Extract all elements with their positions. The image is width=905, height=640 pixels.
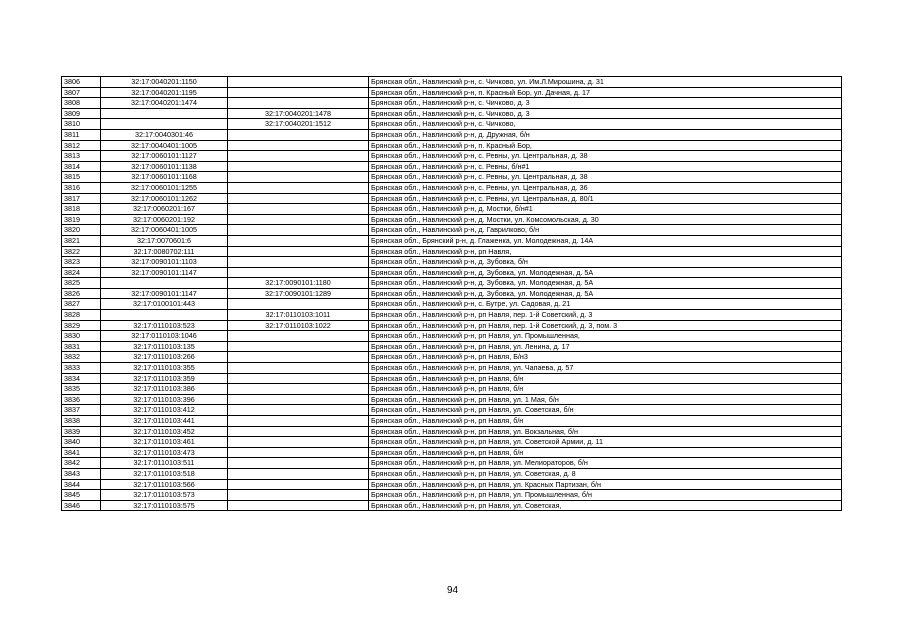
address-cell: Брянская обл., Навлинский р-н, рп Навля, б/н xyxy=(369,384,842,395)
cadastral-number-cell: 32:17:0040201:1474 xyxy=(101,98,228,109)
address-cell: Брянская обл., Навлинский р-н, рп Навля, б/н xyxy=(369,373,842,384)
row-number-cell: 3818 xyxy=(62,204,101,215)
table-row xyxy=(62,151,842,162)
row-number-cell: 3842 xyxy=(62,458,101,469)
row-number-cell: 3838 xyxy=(62,416,101,427)
address-cell: Брянская обл., Навлинский р-н, с. Ревны, ул. Центральная, д. 38 xyxy=(369,151,842,162)
cadastral-number-cell: 32:17:0060101:1127 xyxy=(101,151,228,162)
row-number-cell: 3827 xyxy=(62,299,101,310)
address-cell: Брянская обл., Навлинский р-н, д. Зубовка, б/н xyxy=(369,257,842,268)
address-cell: Брянская обл., Навлинский р-н, рп Навля, xyxy=(369,246,842,257)
table-row xyxy=(62,394,842,405)
table-row xyxy=(62,363,842,374)
address-cell: Брянская обл., Навлинский р-н, рп Навля, ул. Мелиораторов, б/н xyxy=(369,458,842,469)
related-cadastral-number-cell xyxy=(228,235,369,246)
related-cadastral-number-cell xyxy=(228,87,369,98)
address-cell: Брянская обл., Навлинский р-н, п. Красный Бор, ул. Дачная, д. 17 xyxy=(369,87,842,98)
related-cadastral-number-cell xyxy=(228,500,369,511)
address-cell: Брянская обл., Навлинский р-н, рп Навля, ул. Промышленная, б/н xyxy=(369,490,842,501)
cadastral-number-cell: 32:17:0090101:1103 xyxy=(101,257,228,268)
address-cell: Брянская обл., Навлинский р-н, с. Бутре, ул. Садовая, д. 21 xyxy=(369,299,842,310)
table-row xyxy=(62,77,842,88)
related-cadastral-number-cell xyxy=(228,468,369,479)
related-cadastral-number-cell xyxy=(228,490,369,501)
related-cadastral-number-cell xyxy=(228,426,369,437)
table-row xyxy=(62,490,842,501)
address-cell: Брянская обл., Навлинский р-н, с. Чичково, xyxy=(369,119,842,130)
row-number-cell: 3834 xyxy=(62,373,101,384)
address-cell: Брянская обл., Навлинский р-н, рп Навля, ул. Красных Партизан, б/н xyxy=(369,479,842,490)
table-row xyxy=(62,257,842,268)
table-row xyxy=(62,468,842,479)
cadastral-number-cell: 32:17:0040301:46 xyxy=(101,129,228,140)
related-cadastral-number-cell xyxy=(228,98,369,109)
address-cell: Брянская обл., Навлинский р-н, д. Зубовка, ул. Молодежная, д. 5А xyxy=(369,267,842,278)
table-row xyxy=(62,384,842,395)
row-number-cell: 3824 xyxy=(62,267,101,278)
row-number-cell: 3836 xyxy=(62,394,101,405)
address-cell: Брянская обл., Навлинский р-н, рп Навля, ул. Вокзальная, б/н xyxy=(369,426,842,437)
address-cell: Брянская обл., Навлинский р-н, рп Навля, б/н xyxy=(369,447,842,458)
table-row xyxy=(62,426,842,437)
table-row xyxy=(62,119,842,130)
cadastral-number-cell: 32:17:0110103:135 xyxy=(101,341,228,352)
table-row xyxy=(62,320,842,331)
table-row xyxy=(62,140,842,151)
row-number-cell: 3837 xyxy=(62,405,101,416)
address-cell: Брянская обл., Навлинский р-н, д. Дружная, б/н xyxy=(369,129,842,140)
table-row xyxy=(62,98,842,109)
cadastral-number-cell xyxy=(101,119,228,130)
cadastral-number-cell: 32:17:0060201:192 xyxy=(101,214,228,225)
row-number-cell: 3809 xyxy=(62,108,101,119)
cadastral-number-cell: 32:17:0060101:1138 xyxy=(101,161,228,172)
row-number-cell: 3813 xyxy=(62,151,101,162)
address-cell: Брянская обл., Навлинский р-н, д. Зубовка, ул. Молодежная, д. 5А xyxy=(369,288,842,299)
row-number-cell: 3825 xyxy=(62,278,101,289)
address-cell: Брянская обл., Навлинский р-н, с. Ревны, б/н#1 xyxy=(369,161,842,172)
related-cadastral-number-cell xyxy=(228,363,369,374)
table-row xyxy=(62,235,842,246)
related-cadastral-number-cell xyxy=(228,172,369,183)
address-cell: Брянская обл., Навлинский р-н, рп Навля, ул. 1 Мая, б/н xyxy=(369,394,842,405)
related-cadastral-number-cell xyxy=(228,437,369,448)
address-cell: Брянская обл., Навлинский р-н, рп Навля, пер. 1-й Советский, д. 3 xyxy=(369,310,842,321)
related-cadastral-number-cell: 32:17:0110103:1022 xyxy=(228,320,369,331)
row-number-cell: 3826 xyxy=(62,288,101,299)
table-row xyxy=(62,161,842,172)
address-cell: Брянская обл., Навлинский р-н, рп Навля, Б/н3 xyxy=(369,352,842,363)
cadastral-number-cell: 32:17:0110103:1046 xyxy=(101,331,228,342)
row-number-cell: 3823 xyxy=(62,257,101,268)
table-row xyxy=(62,193,842,204)
table-row xyxy=(62,172,842,183)
related-cadastral-number-cell xyxy=(228,257,369,268)
row-number-cell: 3828 xyxy=(62,310,101,321)
address-cell: Брянская обл., Навлинский р-н, рп Навля, ул. Советской Армии, д. 11 xyxy=(369,437,842,448)
row-number-cell: 3806 xyxy=(62,77,101,88)
cadastral-number-cell: 32:17:0110103:452 xyxy=(101,426,228,437)
row-number-cell: 3839 xyxy=(62,426,101,437)
related-cadastral-number-cell xyxy=(228,479,369,490)
cadastral-number-cell: 32:17:0110103:412 xyxy=(101,405,228,416)
row-number-cell: 3817 xyxy=(62,193,101,204)
address-cell: Брянская обл., Навлинский р-н, рп Навля, ул. Ленина, д. 17 xyxy=(369,341,842,352)
table-body xyxy=(62,77,842,511)
related-cadastral-number-cell xyxy=(228,151,369,162)
related-cadastral-number-cell xyxy=(228,299,369,310)
address-cell: Брянская обл., Навлинский р-н, с. Чичково, д. 3 xyxy=(369,108,842,119)
row-number-cell: 3821 xyxy=(62,235,101,246)
table-row xyxy=(62,299,842,310)
property-register-table xyxy=(61,76,842,511)
address-cell: Брянская обл., Навлинский р-н, рп Навля, ул. Чапаева, д. 57 xyxy=(369,363,842,374)
related-cadastral-number-cell: 32:17:0110103:1011 xyxy=(228,310,369,321)
related-cadastral-number-cell xyxy=(228,331,369,342)
page-number: 94 xyxy=(446,585,459,596)
cadastral-number-cell: 32:17:0090101:1147 xyxy=(101,288,228,299)
address-cell: Брянская обл., Навлинский р-н, рп Навля, пер. 1-й Советский, д. 3, пом. 3 xyxy=(369,320,842,331)
cadastral-number-cell: 32:17:0110103:573 xyxy=(101,490,228,501)
row-number-cell: 3814 xyxy=(62,161,101,172)
cadastral-number-cell xyxy=(101,310,228,321)
row-number-cell: 3811 xyxy=(62,129,101,140)
table-row xyxy=(62,352,842,363)
table-row xyxy=(62,278,842,289)
address-cell: Брянская обл., Навлинский р-н, рп Навля, ул. Промышленная, xyxy=(369,331,842,342)
row-number-cell: 3816 xyxy=(62,182,101,193)
table-row xyxy=(62,246,842,257)
cadastral-number-cell: 32:17:0070601:6 xyxy=(101,235,228,246)
cadastral-number-cell: 32:17:0110103:396 xyxy=(101,394,228,405)
cadastral-number-cell: 32:17:0110103:461 xyxy=(101,437,228,448)
cadastral-number-cell: 32:17:0110103:355 xyxy=(101,363,228,374)
address-cell: Брянская обл., Навлинский р-н, с. Ревны, ул. Центральная, д. 36 xyxy=(369,182,842,193)
row-number-cell: 3822 xyxy=(62,246,101,257)
address-cell: Брянская обл., Брянский р-н, д. Глаженка, ул. Молодежная, д. 14А xyxy=(369,235,842,246)
cadastral-number-cell: 32:17:0110103:518 xyxy=(101,468,228,479)
cadastral-number-cell: 32:17:0080702:111 xyxy=(101,246,228,257)
row-number-cell: 3833 xyxy=(62,363,101,374)
related-cadastral-number-cell xyxy=(228,405,369,416)
cadastral-number-cell: 32:17:0090101:1147 xyxy=(101,267,228,278)
cadastral-number-cell: 32:17:0110103:523 xyxy=(101,320,228,331)
address-cell: Брянская обл., Навлинский р-н, с. Ревны, ул. Центральная, д. 38 xyxy=(369,172,842,183)
related-cadastral-number-cell xyxy=(228,447,369,458)
cadastral-number-cell xyxy=(101,108,228,119)
related-cadastral-number-cell xyxy=(228,458,369,469)
cadastral-number-cell: 32:17:0110103:575 xyxy=(101,500,228,511)
table-row xyxy=(62,373,842,384)
row-number-cell: 3845 xyxy=(62,490,101,501)
cadastral-number-cell: 32:17:0110103:266 xyxy=(101,352,228,363)
related-cadastral-number-cell xyxy=(228,341,369,352)
cadastral-number-cell: 32:17:0110103:566 xyxy=(101,479,228,490)
address-cell: Брянская обл., Навлинский р-н, с. Чичково, ул. Им.Л.Мирошина, д. 31 xyxy=(369,77,842,88)
address-cell: Брянская обл., Навлинский р-н, д. Гаврилково, б/н xyxy=(369,225,842,236)
address-cell: Брянская обл., Навлинский р-н, рп Навля, ул. Советская, д. 8 xyxy=(369,468,842,479)
cadastral-number-cell: 32:17:0110103:359 xyxy=(101,373,228,384)
table-row xyxy=(62,416,842,427)
row-number-cell: 3815 xyxy=(62,172,101,183)
row-number-cell: 3829 xyxy=(62,320,101,331)
related-cadastral-number-cell xyxy=(228,161,369,172)
cadastral-number-cell: 32:17:0040201:1195 xyxy=(101,87,228,98)
table-row xyxy=(62,447,842,458)
row-number-cell: 3832 xyxy=(62,352,101,363)
address-cell: Брянская обл., Навлинский р-н, д. Мостки, б/н#1 xyxy=(369,204,842,215)
related-cadastral-number-cell xyxy=(228,246,369,257)
cadastral-number-cell xyxy=(101,278,228,289)
table-row xyxy=(62,458,842,469)
cadastral-number-cell: 32:17:0060201:167 xyxy=(101,204,228,215)
related-cadastral-number-cell: 32:17:0090101:1289 xyxy=(228,288,369,299)
address-cell: Брянская обл., Навлинский р-н, рп Навля, б/н xyxy=(369,416,842,427)
related-cadastral-number-cell xyxy=(228,267,369,278)
table-row xyxy=(62,437,842,448)
table-row xyxy=(62,267,842,278)
cadastral-number-cell: 32:17:0040401:1005 xyxy=(101,140,228,151)
cadastral-number-cell: 32:17:0060101:1168 xyxy=(101,172,228,183)
table-row xyxy=(62,288,842,299)
table-row xyxy=(62,87,842,98)
cadastral-number-cell: 32:17:0060101:1262 xyxy=(101,193,228,204)
cadastral-number-cell: 32:17:0060401:1005 xyxy=(101,225,228,236)
table-row xyxy=(62,182,842,193)
related-cadastral-number-cell: 32:17:0040201:1512 xyxy=(228,119,369,130)
row-number-cell: 3835 xyxy=(62,384,101,395)
table-row xyxy=(62,214,842,225)
row-number-cell: 3808 xyxy=(62,98,101,109)
cadastral-number-cell: 32:17:0110103:473 xyxy=(101,447,228,458)
address-cell: Брянская обл., Навлинский р-н, с. Чичково, д. 3 xyxy=(369,98,842,109)
cadastral-number-cell: 32:17:0110103:386 xyxy=(101,384,228,395)
cadastral-number-cell: 32:17:0100101:443 xyxy=(101,299,228,310)
related-cadastral-number-cell xyxy=(228,384,369,395)
address-cell: Брянская обл., Навлинский р-н, д. Мостки, ул. Комсомольская, д. 30 xyxy=(369,214,842,225)
row-number-cell: 3820 xyxy=(62,225,101,236)
related-cadastral-number-cell xyxy=(228,193,369,204)
row-number-cell: 3844 xyxy=(62,479,101,490)
row-number-cell: 3810 xyxy=(62,119,101,130)
related-cadastral-number-cell xyxy=(228,182,369,193)
row-number-cell: 3819 xyxy=(62,214,101,225)
related-cadastral-number-cell xyxy=(228,394,369,405)
table-row xyxy=(62,225,842,236)
table-row xyxy=(62,341,842,352)
table-row xyxy=(62,204,842,215)
row-number-cell: 3841 xyxy=(62,447,101,458)
related-cadastral-number-cell xyxy=(228,77,369,88)
address-cell: Брянская обл., Навлинский р-н, с. Ревны, ул. Центральная, д. 80/1 xyxy=(369,193,842,204)
related-cadastral-number-cell xyxy=(228,352,369,363)
related-cadastral-number-cell xyxy=(228,214,369,225)
row-number-cell: 3831 xyxy=(62,341,101,352)
table-row xyxy=(62,405,842,416)
cadastral-number-cell: 32:17:0040201:1150 xyxy=(101,77,228,88)
related-cadastral-number-cell xyxy=(228,416,369,427)
row-number-cell: 3840 xyxy=(62,437,101,448)
row-number-cell: 3843 xyxy=(62,468,101,479)
table-row xyxy=(62,310,842,321)
related-cadastral-number-cell xyxy=(228,129,369,140)
address-cell: Брянская обл., Навлинский р-н, рп Навля, ул. Советская, xyxy=(369,500,842,511)
address-cell: Брянская обл., Навлинский р-н, д. Зубовка, ул. Молодежная, д. 5А xyxy=(369,278,842,289)
related-cadastral-number-cell xyxy=(228,373,369,384)
related-cadastral-number-cell xyxy=(228,225,369,236)
table-row xyxy=(62,129,842,140)
table-row xyxy=(62,500,842,511)
address-cell: Брянская обл., Навлинский р-н, п. Красный Бор, xyxy=(369,140,842,151)
row-number-cell: 3812 xyxy=(62,140,101,151)
cadastral-number-cell: 32:17:0110103:511 xyxy=(101,458,228,469)
cadastral-number-cell: 32:17:0060101:1255 xyxy=(101,182,228,193)
row-number-cell: 3830 xyxy=(62,331,101,342)
related-cadastral-number-cell: 32:17:0090101:1180 xyxy=(228,278,369,289)
related-cadastral-number-cell xyxy=(228,140,369,151)
table-row xyxy=(62,479,842,490)
row-number-cell: 3807 xyxy=(62,87,101,98)
related-cadastral-number-cell: 32:17:0040201:1478 xyxy=(228,108,369,119)
cadastral-number-cell: 32:17:0110103:441 xyxy=(101,416,228,427)
related-cadastral-number-cell xyxy=(228,204,369,215)
table-row xyxy=(62,331,842,342)
row-number-cell: 3846 xyxy=(62,500,101,511)
address-cell: Брянская обл., Навлинский р-н, рп Навля, ул. Советская, б/н xyxy=(369,405,842,416)
table-row xyxy=(62,108,842,119)
